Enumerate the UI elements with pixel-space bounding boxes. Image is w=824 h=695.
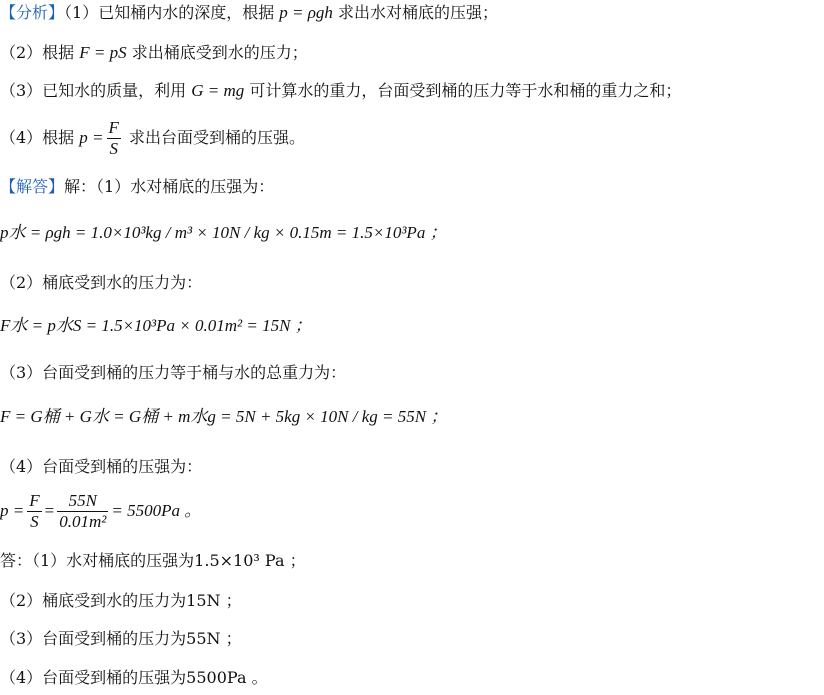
equation-4 xyxy=(0,488,201,534)
answer-2: （2）桶底受到水的压力为15N ； xyxy=(0,591,242,610)
equation-4-f-denominator: S xyxy=(30,512,39,531)
analysis-line-2 xyxy=(0,42,308,64)
analysis-4-text-b: 求出台面受到桶的压强。 xyxy=(123,128,305,147)
analysis-1-formula: p = ρgh xyxy=(279,3,333,22)
analysis-4-fraction xyxy=(107,118,121,159)
analysis-line-1 xyxy=(0,2,498,24)
analysis-3-formula: G = mg xyxy=(191,81,245,100)
equation-4-rhs: = 5500Pa 。 xyxy=(111,501,202,520)
analysis-3-text-a: （3）已知水的质量，利用 xyxy=(0,81,192,100)
analysis-2-text-a: （2）根据 xyxy=(0,43,80,62)
analysis-4-text-a: （4）根据 xyxy=(0,128,80,147)
analysis-1-text-b: 求出水对桶底的压强； xyxy=(332,3,499,22)
solution-step-4: （4）台面受到桶的压强为： xyxy=(0,457,203,476)
analysis-2-text-b: 求出桶底受到水的压力； xyxy=(126,43,308,62)
equation-4-v-numerator: 55N xyxy=(57,491,108,512)
equation-2: F水 = p水S = 1.5×10³Pa × 0.01m² = 15N ； xyxy=(0,316,312,335)
solution-step-3: （3）台面受到桶的压力等于桶与水的总重力为： xyxy=(0,363,347,382)
analysis-tag: 【分析】 xyxy=(0,3,65,22)
equation-4-f-numerator: F xyxy=(29,491,40,510)
analysis-3-text-b: 可计算水的重力，台面受到桶的压力等于水和桶的重力之和； xyxy=(244,81,682,100)
equation-1: p水 = ρgh = 1.0×10³kg / m³ × 10N / kg × 0.15m = 1.5×10³Pa ； xyxy=(0,223,447,242)
analysis-2-formula: F = pS xyxy=(79,43,127,62)
answer-4: （4）台面受到桶的压强为5500Pa 。 xyxy=(0,668,268,687)
analysis-4-denominator: S xyxy=(109,139,118,158)
solution-intro-line xyxy=(0,176,274,198)
analysis-line-3 xyxy=(0,80,681,102)
analysis-line-4 xyxy=(0,115,305,161)
answer-1: 答：（1）水对桶底的压强为1.5×10³ Pa ； xyxy=(0,551,306,570)
equation-4-fraction-2 xyxy=(57,491,108,532)
solution-tag: 【解答】 xyxy=(0,177,65,196)
solution-step-2: （2）桶底受到水的压力为： xyxy=(0,273,203,292)
analysis-4-lhs: p = xyxy=(79,128,104,147)
analysis-1-text-a: （1）已知桶内水的深度，根据 xyxy=(64,3,280,22)
equation-3: F = G桶 + G水 = G桶 + m水g = 5N + 5kg × 10N / kg = 55N ； xyxy=(0,407,448,426)
solution-intro: 解：（1）水对桶底的压强为： xyxy=(64,177,275,196)
equation-4-v-denominator: 0.01m² xyxy=(59,512,107,531)
equation-4-fraction-1 xyxy=(27,491,41,532)
answer-3: （3）台面受到桶的压力为55N ； xyxy=(0,629,242,648)
analysis-4-numerator: F xyxy=(108,118,119,137)
equation-4-equals: = xyxy=(44,501,55,520)
equation-4-lhs: p = xyxy=(0,501,25,520)
